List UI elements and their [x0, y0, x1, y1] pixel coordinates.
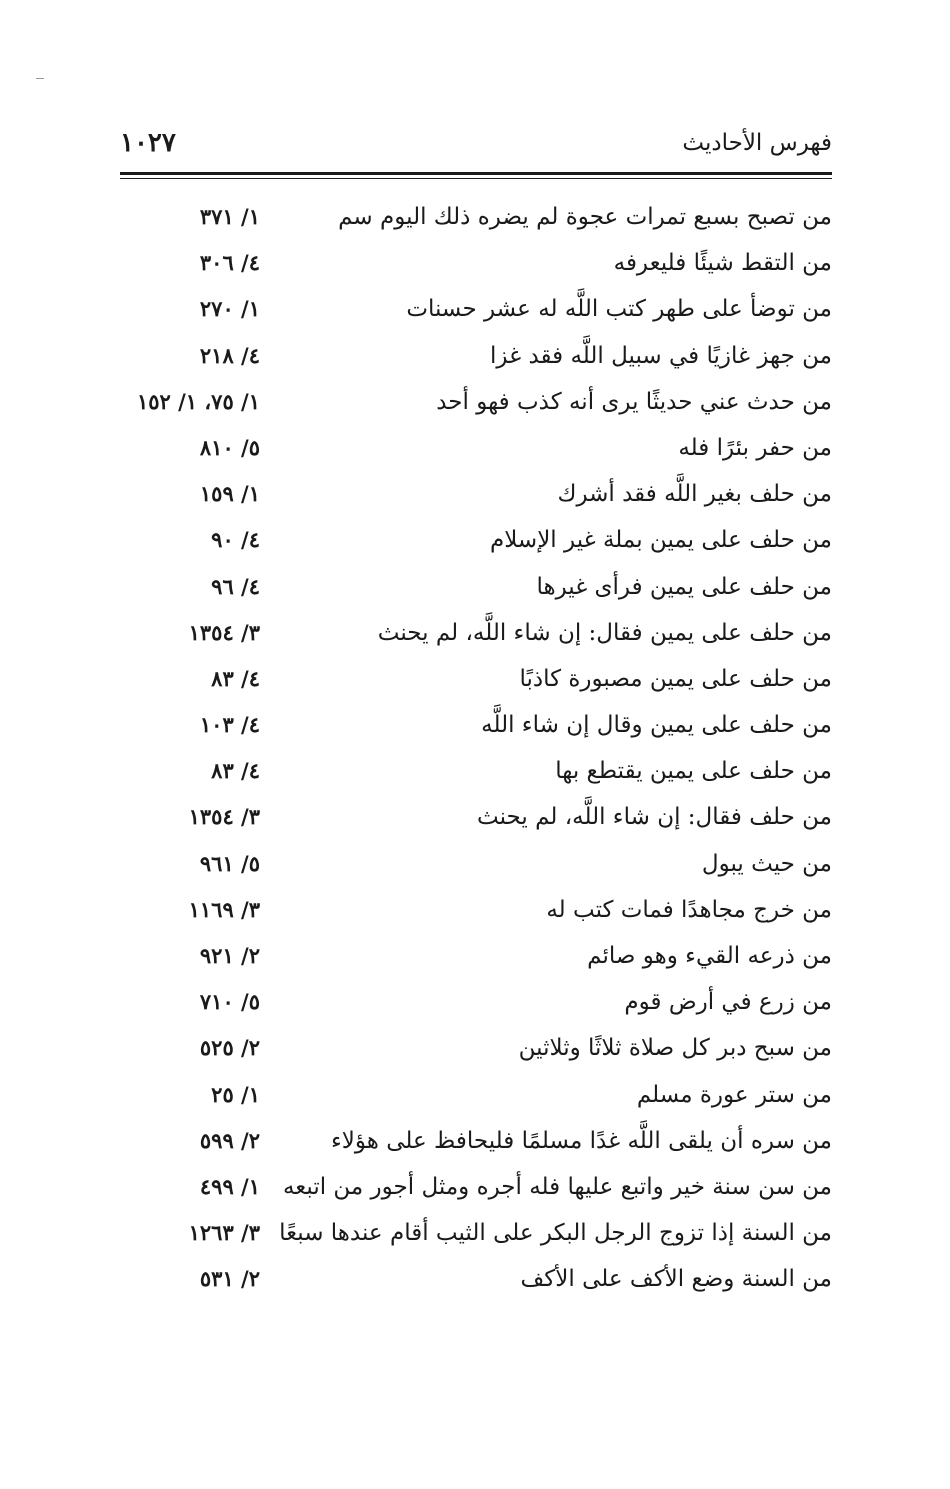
volume-page-reference: ٤/ ٣٠٦: [199, 250, 260, 276]
volume-page-reference: ١/ ٢٧٠: [199, 296, 260, 322]
volume-page-reference: ٢/ ٥٩٩: [199, 1127, 260, 1153]
hadith-text: من التقط شيئًا فليعرفه: [613, 250, 832, 277]
index-entry: [120, 844, 832, 890]
hadith-text: من حلف فقال: إن شاء اللَّه، لم يحنث: [477, 804, 832, 831]
index-entry: [120, 1028, 832, 1074]
hadith-text: من زرع في أرض قوم: [624, 989, 832, 1016]
scan-mark: [36, 78, 44, 79]
volume-page-reference: ٤/ ٩٦: [211, 573, 260, 599]
index-entry: [120, 1213, 832, 1259]
volume-page-reference: ١/ ٤٩٩: [199, 1173, 260, 1199]
volume-page-reference: ٤/ ٢١٨: [199, 342, 260, 368]
page-header: [120, 128, 832, 168]
volume-page-reference: ١/ ٢٥: [211, 1081, 260, 1107]
index-entry: [120, 982, 832, 1028]
hadith-text: من السنة إذا تزوج الرجل البكر على الثيب أقام عندها سبعًا: [279, 1220, 832, 1247]
volume-page-reference: ٣/ ١٣٥٤: [188, 804, 260, 830]
index-entry: [120, 659, 832, 705]
hadith-text: من سبح دبر كل صلاة ثلاثًا وثلاثين: [518, 1035, 832, 1062]
hadith-text: من حلف على يمين مصبورة كاذبًا: [519, 665, 832, 692]
hadith-index-list: [120, 197, 832, 1306]
hadith-text: من توضأ على طهر كتب اللَّه له عشر حسنات: [406, 296, 832, 323]
volume-page-reference: ٣/ ١٣٥٤: [188, 619, 260, 645]
hadith-text: من سن سنة خير واتبع عليها فله أجره ومثل أجور من اتبعه: [282, 1173, 832, 1200]
index-entry: [120, 751, 832, 797]
hadith-text: من حلف بغير اللَّه فقد أشرك: [557, 481, 832, 508]
running-title: فهرس الأحاديث: [682, 130, 832, 156]
hadith-text: من حيث يبول: [701, 850, 832, 877]
index-entry: [120, 1075, 832, 1121]
index-entry: [120, 797, 832, 843]
hadith-text: من حلف على يمين يقتطع بها: [555, 758, 832, 785]
index-entry: [120, 1259, 832, 1305]
header-rule-thick: [120, 172, 832, 175]
hadith-text: من سره أن يلقى اللَّه غدًا مسلمًا فليحافظ على هؤلاء: [330, 1127, 832, 1154]
hadith-text: من حلف على يمين وقال إن شاء اللَّه: [481, 712, 832, 739]
header-rule-thin: [120, 178, 832, 179]
page-number: ١٠٢٧: [120, 128, 176, 158]
hadith-text: من حلف على يمين فرأى غيرها: [536, 573, 832, 600]
volume-page-reference: ٤/ ٨٣: [211, 665, 260, 691]
hadith-text: من حلف على يمين بملة غير الإسلام: [489, 527, 832, 554]
volume-page-reference: ٤/ ٩٠: [211, 527, 260, 553]
hadith-text: من جهز غازيًا في سبيل اللَّه فقد غزا: [490, 342, 832, 369]
volume-page-reference: ٢/ ٥٣١: [199, 1266, 260, 1292]
index-entry: [120, 1121, 832, 1167]
volume-page-reference: ١/ ٣٧١: [199, 204, 260, 229]
index-entry: [120, 289, 832, 335]
hadith-text: من خرج مجاهدًا فمات كتب له: [546, 896, 832, 923]
index-entry: [120, 613, 832, 659]
index-entry: [120, 336, 832, 382]
hadith-text: من ذرعه القيء وهو صائم: [587, 943, 832, 969]
volume-page-reference: ٣/ ١٢٦٣: [188, 1220, 260, 1246]
hadith-text: من السنة وضع الأكف على الأكف: [520, 1266, 832, 1293]
index-entry: [120, 567, 832, 613]
index-entry: [120, 936, 832, 982]
index-entry: [120, 890, 832, 936]
volume-page-reference: ٢/ ٩٢١: [199, 943, 260, 968]
volume-page-reference: ٣/ ١١٦٩: [188, 896, 260, 922]
volume-page-reference: ٤/ ١٠٣: [199, 712, 260, 738]
volume-page-reference: ١/ ٧٥، ١/ ١٥٢: [136, 388, 260, 414]
hadith-text: من حفر بئرًا فله: [678, 434, 832, 461]
index-entry: [120, 520, 832, 566]
hadith-text: من تصبح بسبع تمرات عجوة لم يضره ذلك اليوم سم: [338, 204, 832, 230]
volume-page-reference: ١/ ١٥٩: [199, 481, 260, 507]
index-entry: [120, 382, 832, 428]
volume-page-reference: ٥/ ٩٦١: [199, 850, 260, 876]
index-entry: [120, 474, 832, 520]
volume-page-reference: ٤/ ٨٣: [211, 758, 260, 784]
index-entry: [120, 243, 832, 289]
index-entry: [120, 428, 832, 474]
hadith-text: من ستر عورة مسلم: [636, 1081, 832, 1108]
volume-page-reference: ٥/ ٧١٠: [199, 989, 260, 1015]
volume-page-reference: ٢/ ٥٢٥: [199, 1035, 260, 1061]
index-entry: [120, 1167, 832, 1213]
hadith-text: من حلف على يمين فقال: إن شاء اللَّه، لم يحنث: [377, 619, 832, 646]
index-entry: [120, 705, 832, 751]
index-entry: [120, 197, 832, 243]
volume-page-reference: ٥/ ٨١٠: [199, 434, 260, 460]
hadith-text: من حدث عني حديثًا يرى أنه كذب فهو أحد: [436, 388, 832, 415]
